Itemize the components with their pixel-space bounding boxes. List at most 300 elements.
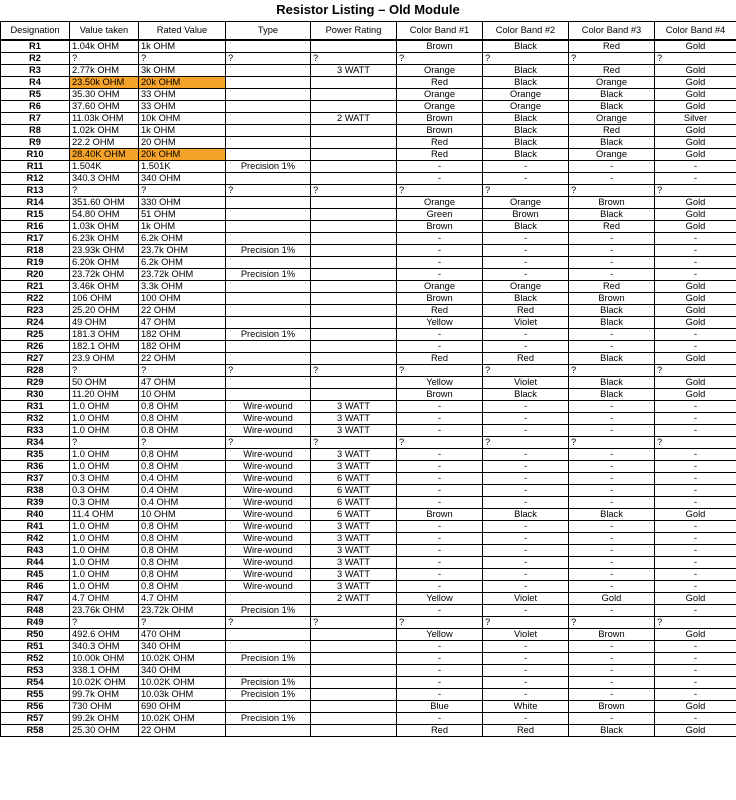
- designation-cell[interactable]: R41: [1, 520, 70, 532]
- value-taken-cell[interactable]: 492.6 OHM: [70, 628, 139, 640]
- color-band-4-cell[interactable]: Gold: [655, 724, 736, 736]
- type-cell[interactable]: ?: [226, 364, 311, 376]
- value-taken-cell[interactable]: 10.02K OHM: [70, 676, 139, 688]
- rated-value-cell[interactable]: 1k OHM: [139, 124, 226, 136]
- power-rating-cell[interactable]: [311, 256, 397, 268]
- value-taken-cell[interactable]: 1.0 OHM: [70, 532, 139, 544]
- color-band-4-cell[interactable]: -: [655, 712, 736, 724]
- designation-cell[interactable]: R30: [1, 388, 70, 400]
- rated-value-cell[interactable]: 0.8 OHM: [139, 568, 226, 580]
- color-band-4-cell[interactable]: -: [655, 664, 736, 676]
- rated-value-cell[interactable]: 10k OHM: [139, 112, 226, 124]
- color-band-2-cell[interactable]: -: [483, 412, 569, 424]
- color-band-2-cell[interactable]: Black: [483, 508, 569, 520]
- type-cell[interactable]: [226, 340, 311, 352]
- rated-value-cell[interactable]: 10.03k OHM: [139, 688, 226, 700]
- color-band-1-cell[interactable]: -: [397, 424, 483, 436]
- color-band-3-cell[interactable]: -: [569, 544, 655, 556]
- value-taken-cell[interactable]: 1.504K: [70, 160, 139, 172]
- color-band-1-cell[interactable]: -: [397, 460, 483, 472]
- color-band-1-cell[interactable]: Orange: [397, 88, 483, 100]
- color-band-2-cell[interactable]: -: [483, 244, 569, 256]
- color-band-3-cell[interactable]: -: [569, 712, 655, 724]
- color-band-2-cell[interactable]: ?: [483, 52, 569, 64]
- type-cell[interactable]: [226, 352, 311, 364]
- color-band-2-cell[interactable]: Black: [483, 76, 569, 88]
- color-band-1-cell[interactable]: -: [397, 268, 483, 280]
- rated-value-cell[interactable]: 10.02K OHM: [139, 676, 226, 688]
- value-taken-cell[interactable]: 50 OHM: [70, 376, 139, 388]
- type-cell[interactable]: [226, 700, 311, 712]
- color-band-2-cell[interactable]: ?: [483, 436, 569, 448]
- designation-cell[interactable]: R25: [1, 328, 70, 340]
- color-band-2-cell[interactable]: -: [483, 604, 569, 616]
- color-band-3-cell[interactable]: Orange: [569, 76, 655, 88]
- color-band-2-cell[interactable]: -: [483, 448, 569, 460]
- value-taken-cell[interactable]: 23.9 OHM: [70, 352, 139, 364]
- designation-cell[interactable]: R33: [1, 424, 70, 436]
- color-band-1-cell[interactable]: -: [397, 496, 483, 508]
- type-cell[interactable]: Precision 1%: [226, 328, 311, 340]
- rated-value-cell[interactable]: 23.7k OHM: [139, 244, 226, 256]
- color-band-3-cell[interactable]: -: [569, 256, 655, 268]
- type-cell[interactable]: Precision 1%: [226, 676, 311, 688]
- color-band-4-cell[interactable]: Gold: [655, 700, 736, 712]
- color-band-3-cell[interactable]: -: [569, 604, 655, 616]
- rated-value-cell[interactable]: 47 OHM: [139, 316, 226, 328]
- color-band-2-cell[interactable]: ?: [483, 184, 569, 196]
- power-rating-cell[interactable]: [311, 220, 397, 232]
- power-rating-cell[interactable]: [311, 316, 397, 328]
- color-band-2-cell[interactable]: -: [483, 328, 569, 340]
- color-band-3-cell[interactable]: -: [569, 532, 655, 544]
- color-band-1-cell[interactable]: Orange: [397, 100, 483, 112]
- color-band-4-cell[interactable]: -: [655, 232, 736, 244]
- color-band-2-cell[interactable]: -: [483, 472, 569, 484]
- rated-value-cell[interactable]: 4.7 OHM: [139, 592, 226, 604]
- designation-cell[interactable]: R49: [1, 616, 70, 628]
- rated-value-cell[interactable]: 10.02K OHM: [139, 652, 226, 664]
- column-header[interactable]: Rated Value: [139, 22, 226, 40]
- color-band-4-cell[interactable]: Silver: [655, 112, 736, 124]
- color-band-2-cell[interactable]: Violet: [483, 316, 569, 328]
- type-cell[interactable]: Precision 1%: [226, 268, 311, 280]
- color-band-2-cell[interactable]: Black: [483, 64, 569, 76]
- value-taken-cell[interactable]: 37.60 OHM: [70, 100, 139, 112]
- color-band-1-cell[interactable]: Brown: [397, 40, 483, 53]
- color-band-2-cell[interactable]: Red: [483, 304, 569, 316]
- designation-cell[interactable]: R23: [1, 304, 70, 316]
- color-band-1-cell[interactable]: -: [397, 340, 483, 352]
- color-band-4-cell[interactable]: Gold: [655, 148, 736, 160]
- type-cell[interactable]: Wire-wound: [226, 520, 311, 532]
- type-cell[interactable]: [226, 388, 311, 400]
- rated-value-cell[interactable]: 0.8 OHM: [139, 460, 226, 472]
- designation-cell[interactable]: R39: [1, 496, 70, 508]
- type-cell[interactable]: Wire-wound: [226, 460, 311, 472]
- type-cell[interactable]: Wire-wound: [226, 484, 311, 496]
- color-band-3-cell[interactable]: -: [569, 160, 655, 172]
- power-rating-cell[interactable]: [311, 160, 397, 172]
- color-band-1-cell[interactable]: -: [397, 568, 483, 580]
- designation-cell[interactable]: R38: [1, 484, 70, 496]
- color-band-4-cell[interactable]: Gold: [655, 316, 736, 328]
- value-taken-cell[interactable]: 23.93k OHM: [70, 244, 139, 256]
- color-band-3-cell[interactable]: Orange: [569, 148, 655, 160]
- power-rating-cell[interactable]: 3 WATT: [311, 568, 397, 580]
- color-band-4-cell[interactable]: Gold: [655, 388, 736, 400]
- color-band-1-cell[interactable]: Yellow: [397, 592, 483, 604]
- power-rating-cell[interactable]: 3 WATT: [311, 64, 397, 76]
- power-rating-cell[interactable]: 6 WATT: [311, 484, 397, 496]
- type-cell[interactable]: ?: [226, 52, 311, 64]
- color-band-3-cell[interactable]: Black: [569, 304, 655, 316]
- color-band-4-cell[interactable]: -: [655, 604, 736, 616]
- type-cell[interactable]: [226, 40, 311, 53]
- color-band-4-cell[interactable]: -: [655, 328, 736, 340]
- rated-value-cell[interactable]: 0.8 OHM: [139, 448, 226, 460]
- color-band-4-cell[interactable]: -: [655, 496, 736, 508]
- rated-value-cell[interactable]: 0.8 OHM: [139, 424, 226, 436]
- color-band-1-cell[interactable]: Blue: [397, 700, 483, 712]
- type-cell[interactable]: [226, 124, 311, 136]
- color-band-4-cell[interactable]: -: [655, 532, 736, 544]
- color-band-2-cell[interactable]: -: [483, 556, 569, 568]
- color-band-1-cell[interactable]: Brown: [397, 292, 483, 304]
- designation-cell[interactable]: R9: [1, 136, 70, 148]
- type-cell[interactable]: [226, 640, 311, 652]
- type-cell[interactable]: [226, 64, 311, 76]
- color-band-1-cell[interactable]: -: [397, 256, 483, 268]
- designation-cell[interactable]: R8: [1, 124, 70, 136]
- color-band-1-cell[interactable]: Orange: [397, 280, 483, 292]
- column-header[interactable]: Designation: [1, 22, 70, 40]
- color-band-4-cell[interactable]: -: [655, 172, 736, 184]
- color-band-1-cell[interactable]: Red: [397, 352, 483, 364]
- color-band-2-cell[interactable]: Black: [483, 40, 569, 53]
- value-taken-cell[interactable]: 54.80 OHM: [70, 208, 139, 220]
- column-header[interactable]: Color Band #1: [397, 22, 483, 40]
- color-band-4-cell[interactable]: Gold: [655, 280, 736, 292]
- power-rating-cell[interactable]: 3 WATT: [311, 424, 397, 436]
- color-band-3-cell[interactable]: Black: [569, 352, 655, 364]
- color-band-3-cell[interactable]: -: [569, 340, 655, 352]
- color-band-3-cell[interactable]: Black: [569, 100, 655, 112]
- rated-value-cell[interactable]: 470 OHM: [139, 628, 226, 640]
- value-taken-cell[interactable]: 6.23k OHM: [70, 232, 139, 244]
- rated-value-cell[interactable]: 3k OHM: [139, 64, 226, 76]
- rated-value-cell[interactable]: 182 OHM: [139, 340, 226, 352]
- designation-cell[interactable]: R1: [1, 40, 70, 53]
- value-taken-cell[interactable]: 3.46k OHM: [70, 280, 139, 292]
- designation-cell[interactable]: R18: [1, 244, 70, 256]
- value-taken-cell[interactable]: 23.50k OHM: [70, 76, 139, 88]
- rated-value-cell[interactable]: 10 OHM: [139, 388, 226, 400]
- color-band-4-cell[interactable]: -: [655, 244, 736, 256]
- rated-value-cell[interactable]: ?: [139, 184, 226, 196]
- type-cell[interactable]: [226, 100, 311, 112]
- color-band-1-cell[interactable]: -: [397, 712, 483, 724]
- value-taken-cell[interactable]: 23.72k OHM: [70, 268, 139, 280]
- color-band-2-cell[interactable]: Orange: [483, 280, 569, 292]
- color-band-4-cell[interactable]: -: [655, 424, 736, 436]
- color-band-2-cell[interactable]: Black: [483, 220, 569, 232]
- power-rating-cell[interactable]: [311, 148, 397, 160]
- type-cell[interactable]: [226, 196, 311, 208]
- color-band-4-cell[interactable]: Gold: [655, 124, 736, 136]
- power-rating-cell[interactable]: 3 WATT: [311, 412, 397, 424]
- color-band-3-cell[interactable]: -: [569, 232, 655, 244]
- color-band-2-cell[interactable]: Red: [483, 352, 569, 364]
- power-rating-cell[interactable]: [311, 640, 397, 652]
- rated-value-cell[interactable]: 22 OHM: [139, 304, 226, 316]
- designation-cell[interactable]: R58: [1, 724, 70, 736]
- color-band-3-cell[interactable]: Brown: [569, 628, 655, 640]
- color-band-2-cell[interactable]: Violet: [483, 628, 569, 640]
- color-band-1-cell[interactable]: -: [397, 400, 483, 412]
- power-rating-cell[interactable]: [311, 328, 397, 340]
- color-band-2-cell[interactable]: ?: [483, 364, 569, 376]
- value-taken-cell[interactable]: 1.02k OHM: [70, 124, 139, 136]
- power-rating-cell[interactable]: [311, 172, 397, 184]
- color-band-2-cell[interactable]: Black: [483, 388, 569, 400]
- value-taken-cell[interactable]: 28.40K OHM: [70, 148, 139, 160]
- power-rating-cell[interactable]: 3 WATT: [311, 400, 397, 412]
- designation-cell[interactable]: R21: [1, 280, 70, 292]
- color-band-2-cell[interactable]: -: [483, 568, 569, 580]
- power-rating-cell[interactable]: [311, 232, 397, 244]
- type-cell[interactable]: ?: [226, 184, 311, 196]
- power-rating-cell[interactable]: [311, 676, 397, 688]
- rated-value-cell[interactable]: 0.4 OHM: [139, 484, 226, 496]
- rated-value-cell[interactable]: 22 OHM: [139, 352, 226, 364]
- color-band-1-cell[interactable]: ?: [397, 616, 483, 628]
- color-band-3-cell[interactable]: -: [569, 676, 655, 688]
- color-band-3-cell[interactable]: Black: [569, 136, 655, 148]
- type-cell[interactable]: Precision 1%: [226, 712, 311, 724]
- color-band-1-cell[interactable]: Brown: [397, 508, 483, 520]
- designation-cell[interactable]: R15: [1, 208, 70, 220]
- rated-value-cell[interactable]: 0.8 OHM: [139, 556, 226, 568]
- color-band-2-cell[interactable]: -: [483, 484, 569, 496]
- color-band-1-cell[interactable]: Orange: [397, 196, 483, 208]
- color-band-1-cell[interactable]: -: [397, 172, 483, 184]
- color-band-2-cell[interactable]: -: [483, 424, 569, 436]
- designation-cell[interactable]: R54: [1, 676, 70, 688]
- column-header[interactable]: Color Band #4: [655, 22, 736, 40]
- power-rating-cell[interactable]: [311, 40, 397, 53]
- designation-cell[interactable]: R17: [1, 232, 70, 244]
- value-taken-cell[interactable]: 6.20k OHM: [70, 256, 139, 268]
- value-taken-cell[interactable]: 11.20 OHM: [70, 388, 139, 400]
- color-band-3-cell[interactable]: -: [569, 424, 655, 436]
- color-band-2-cell[interactable]: Orange: [483, 88, 569, 100]
- color-band-4-cell[interactable]: -: [655, 448, 736, 460]
- type-cell[interactable]: [226, 592, 311, 604]
- power-rating-cell[interactable]: ?: [311, 616, 397, 628]
- color-band-2-cell[interactable]: Violet: [483, 376, 569, 388]
- designation-cell[interactable]: R32: [1, 412, 70, 424]
- designation-cell[interactable]: R44: [1, 556, 70, 568]
- color-band-2-cell[interactable]: -: [483, 532, 569, 544]
- color-band-1-cell[interactable]: Brown: [397, 124, 483, 136]
- value-taken-cell[interactable]: 351.60 OHM: [70, 196, 139, 208]
- color-band-3-cell[interactable]: -: [569, 244, 655, 256]
- rated-value-cell[interactable]: 1k OHM: [139, 40, 226, 53]
- value-taken-cell[interactable]: 99.7k OHM: [70, 688, 139, 700]
- value-taken-cell[interactable]: ?: [70, 436, 139, 448]
- power-rating-cell[interactable]: 3 WATT: [311, 520, 397, 532]
- type-cell[interactable]: [226, 280, 311, 292]
- value-taken-cell[interactable]: 1.0 OHM: [70, 400, 139, 412]
- designation-cell[interactable]: R3: [1, 64, 70, 76]
- value-taken-cell[interactable]: 23.76k OHM: [70, 604, 139, 616]
- value-taken-cell[interactable]: 1.0 OHM: [70, 460, 139, 472]
- value-taken-cell[interactable]: 106 OHM: [70, 292, 139, 304]
- color-band-1-cell[interactable]: -: [397, 640, 483, 652]
- value-taken-cell[interactable]: 181.3 OHM: [70, 328, 139, 340]
- color-band-1-cell[interactable]: Red: [397, 136, 483, 148]
- value-taken-cell[interactable]: 1.0 OHM: [70, 556, 139, 568]
- type-cell[interactable]: [226, 172, 311, 184]
- color-band-3-cell[interactable]: -: [569, 640, 655, 652]
- color-band-3-cell[interactable]: -: [569, 268, 655, 280]
- color-band-4-cell[interactable]: Gold: [655, 208, 736, 220]
- rated-value-cell[interactable]: 0.8 OHM: [139, 520, 226, 532]
- color-band-3-cell[interactable]: Black: [569, 724, 655, 736]
- type-cell[interactable]: [226, 316, 311, 328]
- color-band-4-cell[interactable]: Gold: [655, 100, 736, 112]
- color-band-4-cell[interactable]: -: [655, 676, 736, 688]
- rated-value-cell[interactable]: 0.8 OHM: [139, 580, 226, 592]
- type-cell[interactable]: Wire-wound: [226, 580, 311, 592]
- color-band-4-cell[interactable]: Gold: [655, 220, 736, 232]
- color-band-1-cell[interactable]: -: [397, 244, 483, 256]
- designation-cell[interactable]: R55: [1, 688, 70, 700]
- color-band-2-cell[interactable]: White: [483, 700, 569, 712]
- value-taken-cell[interactable]: ?: [70, 364, 139, 376]
- color-band-1-cell[interactable]: -: [397, 532, 483, 544]
- color-band-3-cell[interactable]: -: [569, 580, 655, 592]
- value-taken-cell[interactable]: 1.0 OHM: [70, 424, 139, 436]
- color-band-2-cell[interactable]: -: [483, 400, 569, 412]
- type-cell[interactable]: [226, 76, 311, 88]
- color-band-3-cell[interactable]: -: [569, 664, 655, 676]
- color-band-3-cell[interactable]: Red: [569, 220, 655, 232]
- color-band-1-cell[interactable]: Orange: [397, 64, 483, 76]
- power-rating-cell[interactable]: 3 WATT: [311, 448, 397, 460]
- designation-cell[interactable]: R43: [1, 544, 70, 556]
- color-band-4-cell[interactable]: -: [655, 460, 736, 472]
- color-band-4-cell[interactable]: Gold: [655, 376, 736, 388]
- type-cell[interactable]: Wire-wound: [226, 424, 311, 436]
- type-cell[interactable]: Precision 1%: [226, 604, 311, 616]
- color-band-2-cell[interactable]: -: [483, 160, 569, 172]
- power-rating-cell[interactable]: [311, 280, 397, 292]
- color-band-1-cell[interactable]: ?: [397, 436, 483, 448]
- color-band-3-cell[interactable]: Red: [569, 124, 655, 136]
- power-rating-cell[interactable]: 2 WATT: [311, 592, 397, 604]
- rated-value-cell[interactable]: 330 OHM: [139, 196, 226, 208]
- type-cell[interactable]: [226, 220, 311, 232]
- color-band-1-cell[interactable]: ?: [397, 184, 483, 196]
- designation-cell[interactable]: R35: [1, 448, 70, 460]
- color-band-4-cell[interactable]: Gold: [655, 76, 736, 88]
- power-rating-cell[interactable]: [311, 724, 397, 736]
- color-band-2-cell[interactable]: -: [483, 496, 569, 508]
- color-band-3-cell[interactable]: ?: [569, 52, 655, 64]
- color-band-1-cell[interactable]: -: [397, 328, 483, 340]
- color-band-3-cell[interactable]: Black: [569, 316, 655, 328]
- color-band-2-cell[interactable]: -: [483, 652, 569, 664]
- color-band-3-cell[interactable]: Orange: [569, 112, 655, 124]
- color-band-2-cell[interactable]: Black: [483, 112, 569, 124]
- column-header[interactable]: Value taken: [70, 22, 139, 40]
- color-band-4-cell[interactable]: -: [655, 340, 736, 352]
- rated-value-cell[interactable]: ?: [139, 436, 226, 448]
- color-band-1-cell[interactable]: -: [397, 472, 483, 484]
- power-rating-cell[interactable]: 6 WATT: [311, 496, 397, 508]
- value-taken-cell[interactable]: 1.0 OHM: [70, 580, 139, 592]
- value-taken-cell[interactable]: 1.0 OHM: [70, 520, 139, 532]
- type-cell[interactable]: [226, 112, 311, 124]
- color-band-1-cell[interactable]: -: [397, 412, 483, 424]
- power-rating-cell[interactable]: [311, 664, 397, 676]
- color-band-3-cell[interactable]: ?: [569, 436, 655, 448]
- column-header[interactable]: Color Band #3: [569, 22, 655, 40]
- color-band-4-cell[interactable]: ?: [655, 364, 736, 376]
- color-band-3-cell[interactable]: Black: [569, 508, 655, 520]
- type-cell[interactable]: Precision 1%: [226, 688, 311, 700]
- designation-cell[interactable]: R45: [1, 568, 70, 580]
- type-cell[interactable]: [226, 88, 311, 100]
- rated-value-cell[interactable]: 340 OHM: [139, 172, 226, 184]
- rated-value-cell[interactable]: 20 OHM: [139, 136, 226, 148]
- type-cell[interactable]: Wire-wound: [226, 568, 311, 580]
- value-taken-cell[interactable]: 11.03k OHM: [70, 112, 139, 124]
- designation-cell[interactable]: R56: [1, 700, 70, 712]
- type-cell[interactable]: [226, 232, 311, 244]
- color-band-3-cell[interactable]: -: [569, 400, 655, 412]
- designation-cell[interactable]: R12: [1, 172, 70, 184]
- color-band-2-cell[interactable]: Black: [483, 148, 569, 160]
- rated-value-cell[interactable]: 690 OHM: [139, 700, 226, 712]
- color-band-3-cell[interactable]: Red: [569, 40, 655, 53]
- color-band-2-cell[interactable]: Black: [483, 124, 569, 136]
- color-band-4-cell[interactable]: -: [655, 556, 736, 568]
- value-taken-cell[interactable]: 49 OHM: [70, 316, 139, 328]
- color-band-3-cell[interactable]: -: [569, 484, 655, 496]
- power-rating-cell[interactable]: [311, 136, 397, 148]
- rated-value-cell[interactable]: ?: [139, 616, 226, 628]
- color-band-1-cell[interactable]: -: [397, 688, 483, 700]
- designation-cell[interactable]: R27: [1, 352, 70, 364]
- power-rating-cell[interactable]: [311, 292, 397, 304]
- color-band-4-cell[interactable]: Gold: [655, 304, 736, 316]
- color-band-2-cell[interactable]: -: [483, 676, 569, 688]
- color-band-2-cell[interactable]: -: [483, 580, 569, 592]
- color-band-3-cell[interactable]: -: [569, 460, 655, 472]
- color-band-4-cell[interactable]: Gold: [655, 292, 736, 304]
- designation-cell[interactable]: R16: [1, 220, 70, 232]
- color-band-3-cell[interactable]: -: [569, 448, 655, 460]
- rated-value-cell[interactable]: 0.8 OHM: [139, 400, 226, 412]
- color-band-3-cell[interactable]: Black: [569, 208, 655, 220]
- value-taken-cell[interactable]: 0.3 OHM: [70, 496, 139, 508]
- color-band-1-cell[interactable]: ?: [397, 52, 483, 64]
- power-rating-cell[interactable]: [311, 196, 397, 208]
- color-band-1-cell[interactable]: -: [397, 604, 483, 616]
